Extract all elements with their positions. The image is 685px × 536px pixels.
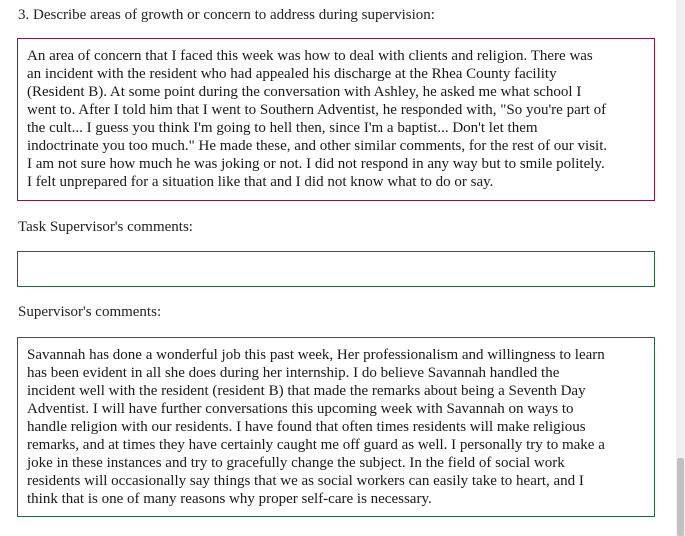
task-supervisor-comments-field[interactable] bbox=[17, 251, 655, 287]
question-3-label: 3. Describe areas of growth or concern to address during supervision: bbox=[18, 7, 435, 23]
supervisor-comments-text: Savannah has done a wonderful job this past week, Her professionalism and willingness to learn has been evident in all she does during her internship. I do believe Savannah handled the incident well with the resident (resident B) that made the remarks about being a Seventh Day Adventist. I will have further conversations this upcoming week with Savannah on ways to handle religion with our residents. I have found that often times residents will make religious remarks, and at times they have certainly caught me off guard as well. I personally try to make a joke in these instances and try to gracefully change the subject. In the field of social work residents will occasionally say things that we as social workers can easily take to heart, and I think that is one of many reasons why proper self-care is necessary. bbox=[27, 347, 605, 507]
task-supervisor-comments-text bbox=[18, 252, 654, 260]
scrollbar-thumb[interactable] bbox=[677, 458, 684, 536]
vertical-scrollbar[interactable] bbox=[676, 0, 685, 536]
concern-response-field[interactable] bbox=[17, 38, 655, 201]
concern-response-text: An area of concern that I faced this week was how to deal with clients and religion. There was an incident with the resident who had appealed his discharge at the Rhea County facility (Resident B). At some point during the conversation with Ashley, he asked me what school I went to. After I told him that I went to Southern Adventist, he responded with, "So you're part of the cult... I guess you think I'm going to hell then, since I'm a baptist... Don't let them indoctrinate you too much." He made these, and other similar comments, for the rest of our visit. I am not sure how much he was joking or not. I did not respond in any way but to smile politely. I felt unprepared for a situation like that and I did not know what to do or say. bbox=[27, 48, 608, 190]
supervisor-comments-field[interactable] bbox=[17, 337, 655, 517]
supervisor-label: Supervisor's comments: bbox=[18, 304, 162, 320]
task-supervisor-label: Task Supervisor's comments: bbox=[18, 219, 193, 235]
